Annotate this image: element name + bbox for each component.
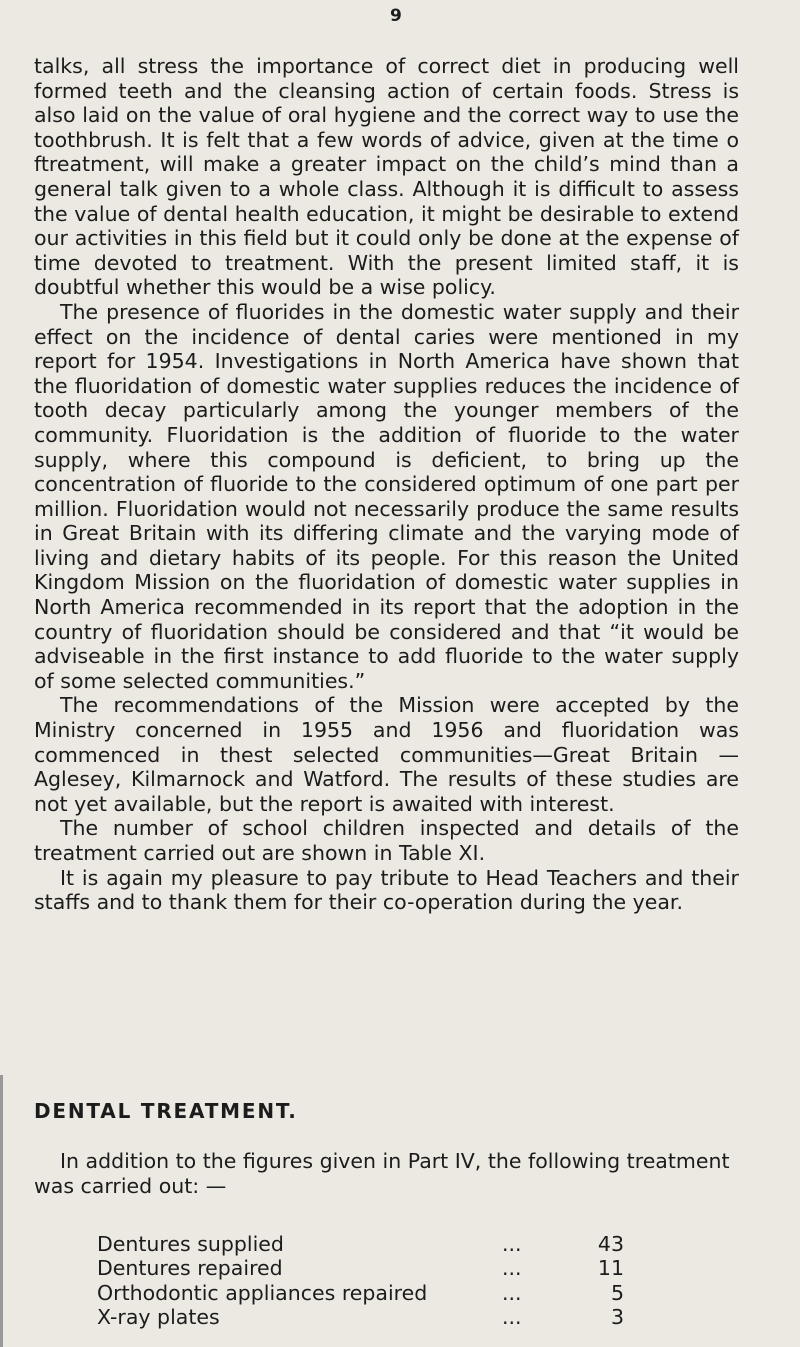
section-heading: DENTAL TREATMENT. [34, 1099, 298, 1123]
scan-edge-divider [0, 1075, 3, 1347]
treatment-list [97, 1232, 657, 1330]
item-dots: ... [502, 1280, 522, 1305]
item-value: 3 [610, 1305, 624, 1330]
paragraph-fluorides: The presence of fluorides in the domestic water supply and their effect on the incidence of dental caries were mentioned in my report for 1954. Investigations in North America have shown that the fluoridation of domestic water supplies reduces the incidence of tooth decay particularly among the younger members of the community. Fluoridation is the addition of fluoride to the water supply, where this compound is deficient, to bring up the concentration of fluoride to the considered optimum of one part per million. Fluoridation would not necessarily produce the same results in Great Britain with its differing climate and the varying mode of living and dietary habits of its people. For this reason the United Kingdom Mission on the fluoridation of domestic water supplies in North America recommended in its report that the adoption in the country of fluoridation should be considered and that “it would be adviseable in the first instance to add fluoride to the water supply of some selected communities.” [34, 299, 739, 693]
page-number: 9 [390, 6, 402, 26]
item-value: 5 [610, 1280, 624, 1305]
item-label: Dentures supplied [97, 1232, 284, 1256]
paragraph-mission-recommendations: The recommendations of the Mission were accepted by the Ministry concerned in 1955 and 1956 and fluoridation was commenced in thest selected communities—Great Britain — Aglesey, Kilmarnock and Watford. The results of these studies are not yet available, but the report is awaited with interest. [34, 693, 739, 816]
item-label: Dentures repaired [97, 1256, 283, 1281]
item-dots: ... [502, 1305, 522, 1330]
list-item [97, 1281, 657, 1305]
item-value: 11 [597, 1256, 624, 1281]
paragraph-tribute: It is again my pleasure to pay tribute to Head Teachers and their staffs and to thank them for their co-operation during the year. [34, 865, 739, 915]
section-intro: In addition to the figures given in Part IV, the following treatment was carried out: — [34, 1149, 730, 1198]
item-label: Orthodontic appliances repaired [97, 1280, 428, 1305]
item-value: 43 [597, 1232, 624, 1256]
list-item [97, 1305, 657, 1329]
list-item [97, 1256, 657, 1280]
item-dots: ... [502, 1232, 522, 1256]
item-dots: ... [502, 1256, 522, 1281]
item-label: X-ray plates [97, 1305, 220, 1330]
paragraph-inspection-numbers: The number of school children inspected and details of the treatment carried out are shown in Table XI. [34, 816, 739, 865]
body-text [34, 54, 739, 915]
list-item [97, 1232, 657, 1256]
paragraph-health-education: talks, all stress the importance of correct diet in producing well formed teeth and the cleansing action of certain foods. Stress is also laid on the value of oral hygiene and the correct way to use the toothbrush. It is felt that a few words of advice, given at the time o ftreatment, will make a greater impact on the child’s mind than a general talk given to a whole class. Although it is difficult to assess the value of dental health education, it might be desirable to extend our activities in this field but it could only be done at the expense of time devoted to treatment. With the present limited staff, it is doubtful whether this would be a wise policy. [34, 54, 739, 300]
